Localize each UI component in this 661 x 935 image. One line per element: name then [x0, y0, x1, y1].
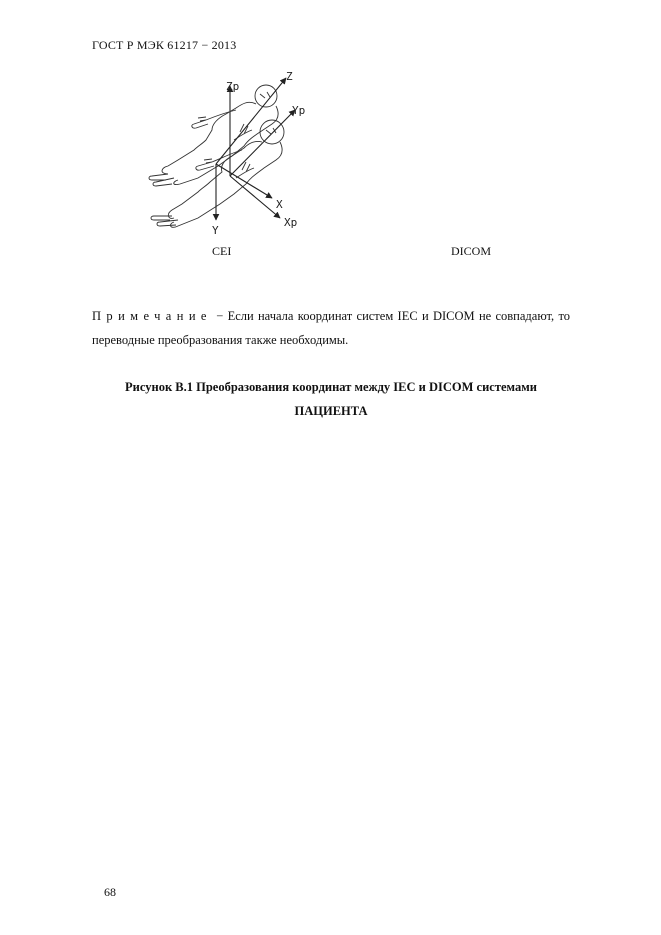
- figure-title-line2: ПАЦИЕНТА: [294, 404, 368, 418]
- axis-label-y: Y: [212, 224, 219, 237]
- coordinate-figure: [150, 70, 550, 270]
- dicom-patient-diagram: [150, 70, 300, 240]
- axis-label-x: X: [276, 198, 283, 211]
- note-text: Если начала координат систем IEC и DICOM не совпадают, то переводные преобразования также необходимы.: [92, 309, 571, 347]
- figure-title: [92, 375, 570, 423]
- note-label: Примечание: [92, 309, 212, 323]
- document-header: ГОСТ Р МЭК 61217 − 2013: [92, 38, 237, 52]
- axis-label-z: Z: [286, 70, 293, 83]
- note-paragraph: [92, 304, 570, 352]
- axis-x: [216, 164, 272, 198]
- axis-label-xp: Xp: [284, 216, 298, 229]
- figure-title-line1: Рисунок В.1 Преобразования координат между IEC и DICOM системами: [125, 380, 537, 394]
- axis-label-yp: Yp: [292, 104, 306, 117]
- axis-label-zp: Zp: [226, 80, 240, 93]
- caption-dicom: DICOM: [451, 244, 492, 258]
- caption-iec: CEI: [212, 244, 232, 258]
- patient-figure-dicom: [149, 85, 278, 186]
- page-number: 68: [104, 885, 116, 899]
- note-dash: −: [216, 309, 224, 323]
